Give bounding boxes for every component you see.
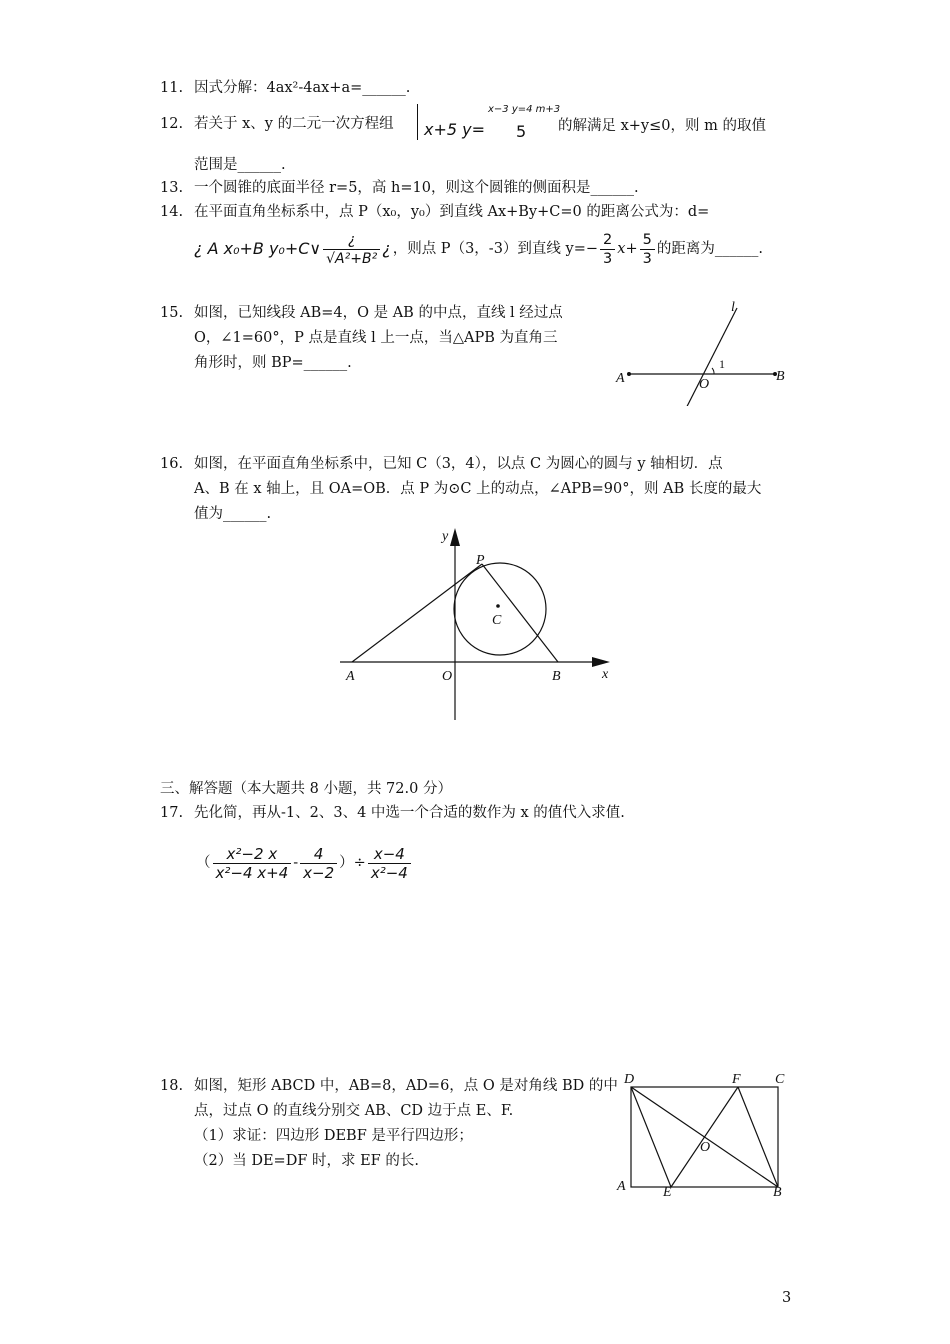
question-text: 若关于 x、y 的二元一次方程组: [194, 116, 394, 132]
question-text-mid: ，则点 P（3，-3）到直线 y=−: [392, 241, 599, 257]
equation-numerator: x−3 y=4 m+3: [488, 104, 561, 115]
question-text: 一个圆锥的底面半径 r=5，高 h=10，则这个圆锥的侧面积是______.: [194, 180, 639, 196]
question-14: [160, 202, 710, 222]
label-o: O: [700, 1140, 711, 1155]
question-number: 11.: [160, 80, 184, 96]
question-text: 因式分解：4ax²-4ax+a=______.: [194, 80, 411, 96]
question-text-line2: 点，过点 O 的直线分别交 AB、CD 边于点 E、F.: [194, 1103, 514, 1119]
question-part-1: （1）求证：四边形 DEBF 是平行四边形；: [194, 1128, 473, 1144]
question-text-line3: 角形时，则 BP=______.: [194, 355, 352, 371]
label-o: O: [699, 377, 710, 392]
formula-left: ¿ A x₀+B y₀+C∨: [194, 239, 322, 258]
figure-q15: [610, 296, 800, 406]
question-number: 17.: [160, 805, 184, 821]
question-text-line2: O，∠1=60°，P 点是直线 l 上一点，当△APB 为直角三: [194, 330, 558, 346]
label-d: D: [624, 1072, 635, 1087]
question-text: 如图，已知线段 AB=4，O 是 AB 的中点，直线 l 经过点: [194, 305, 563, 321]
question-number: 15.: [160, 305, 184, 321]
question-13: [160, 178, 639, 198]
equation-left: x+5 y=: [424, 120, 486, 139]
question-text-tail: 的距离为______.: [656, 241, 763, 257]
question-number: 18.: [160, 1078, 184, 1094]
label-l: l: [731, 300, 735, 315]
question-text-line2: A、B 在 x 轴上，且 OA=OB．点 P 为⊙C 上的动点，∠APB=90°，则 AB 长度的最大: [194, 481, 762, 497]
figure-q18: [610, 1066, 800, 1201]
point-c: [496, 604, 500, 608]
fraction-numerator: x²−2 x: [213, 845, 292, 864]
fraction-denominator: 3: [642, 250, 652, 267]
label-c: C: [775, 1072, 785, 1087]
section-heading: 三、解答题（本大题共 8 小题，共 72.0 分）: [160, 781, 452, 797]
fraction-numerator: 5: [640, 231, 655, 250]
label-e: E: [663, 1185, 672, 1200]
segment-fb: [738, 1087, 778, 1187]
fraction-a: [213, 845, 292, 882]
fraction-numerator: 4: [300, 845, 337, 864]
fraction-numerator: x−4: [368, 845, 411, 864]
label-c: C: [492, 613, 502, 628]
question-15: [160, 303, 563, 323]
formula-numerator: ¿: [323, 231, 380, 250]
question-text-line3: 值为______.: [194, 506, 272, 522]
segment-ap: [352, 564, 482, 662]
question-17: [160, 803, 625, 823]
y-axis-arrow: [450, 528, 460, 546]
fraction-denominator: x²−4 x+4: [215, 863, 289, 882]
fraction-five-thirds: [640, 231, 655, 268]
question-text: 如图，矩形 ABCD 中，AB=8，AD=6，点 O 是对角线 BD 的中: [194, 1078, 618, 1094]
page-number: 3: [782, 1290, 792, 1306]
fraction-denominator: x−2: [303, 863, 335, 882]
label-b: B: [776, 369, 785, 384]
angle-1-arc: [712, 368, 714, 374]
x-axis-arrow: [592, 657, 610, 667]
question-18: [160, 1076, 618, 1096]
equation-denominator: 5: [516, 122, 527, 141]
fraction-denominator: 3: [603, 250, 613, 267]
label-angle-1: 1: [719, 357, 725, 371]
question-number: 16.: [160, 456, 184, 472]
question-16: [160, 454, 723, 474]
question-number: 14.: [160, 204, 184, 220]
figure-q16: [330, 520, 630, 725]
question-text: 如图，在平面直角坐标系中，已知 C（3，4），以点 C 为圆心的圆与 y 轴相切．点: [194, 456, 723, 472]
label-b: B: [773, 1185, 782, 1200]
distance-formula: [194, 226, 763, 272]
label-y: y: [442, 529, 449, 544]
fraction-b: [300, 845, 337, 882]
circle-c: [454, 563, 546, 655]
x-plus: x+: [617, 241, 638, 257]
label-x: x: [602, 667, 609, 682]
label-b: B: [552, 669, 561, 684]
minus-sign: -: [293, 855, 299, 871]
segment-de: [631, 1087, 671, 1187]
formula-right: ¿: [382, 239, 391, 258]
formula-denominator: √A²+B²: [326, 250, 378, 267]
label-a: A: [617, 1179, 626, 1194]
left-paren: （: [196, 855, 211, 871]
fraction-two-thirds: [600, 231, 615, 268]
formula-fraction: [323, 231, 380, 268]
right-paren-divide: ）÷: [339, 855, 366, 871]
label-f: F: [732, 1072, 741, 1087]
label-a: A: [346, 669, 355, 684]
label-o: O: [442, 669, 453, 684]
question-part-2: （2）当 DE=DF 时，求 EF 的长.: [194, 1153, 419, 1169]
label-a: A: [616, 371, 625, 386]
fraction-denominator: x²−4: [370, 863, 408, 882]
fraction-numerator: 2: [600, 231, 615, 250]
question-11: [160, 78, 411, 98]
fraction-c: [368, 845, 411, 882]
question-12: [160, 114, 394, 134]
question-number: 13.: [160, 180, 184, 196]
question-text-tail: 的解满足 x+y≤0，则 m 的取值: [558, 118, 766, 134]
expression-q17: [196, 838, 413, 888]
question-text: 先化简，再从-1、2、3、4 中选一个合适的数作为 x 的值代入求值.: [194, 805, 625, 821]
question-number: 12.: [160, 116, 184, 132]
label-p: P: [476, 553, 485, 568]
segment-ef: [671, 1087, 738, 1187]
point-a: [627, 372, 631, 376]
brace: [417, 104, 421, 140]
question-text: 在平面直角坐标系中，点 P（x₀，y₀）到直线 Ax+By+C=0 的距离公式为：d=: [194, 204, 710, 220]
question-text-line2: 范围是______.: [194, 157, 286, 173]
